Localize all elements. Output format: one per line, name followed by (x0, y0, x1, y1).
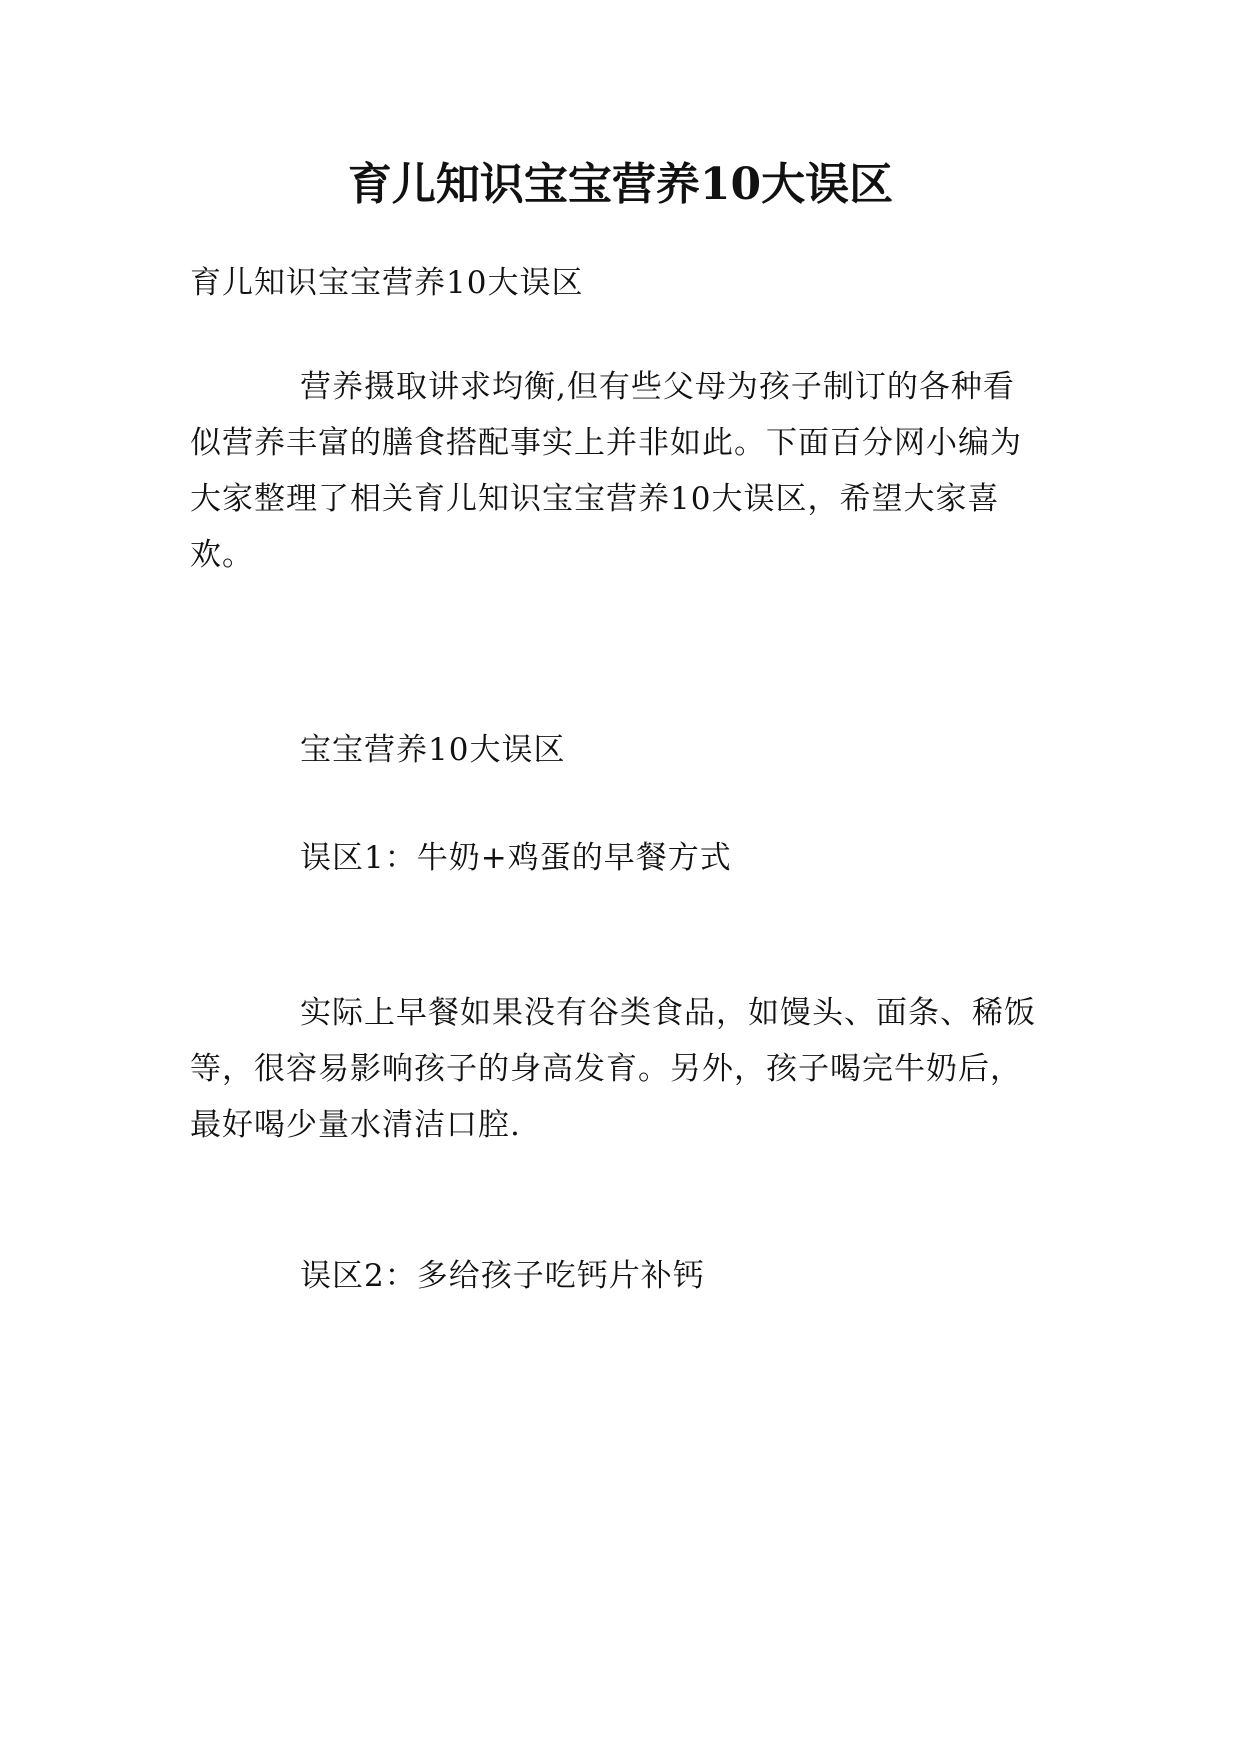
section-heading: 宝宝营养10大误区 (300, 732, 566, 768)
document-title: 育儿知识宝宝营养10大误区 (347, 159, 894, 210)
intro-line: 似营养丰富的膳食搭配事实上并非如此。下面百分网小编为 (190, 425, 1022, 461)
intro-line: 欢。 (190, 537, 254, 573)
myth-2-heading: 误区2：多给孩子吃钙片补钙 (300, 1258, 705, 1294)
myth-1-body-line: 实际上早餐如果没有谷类食品，如馒头、面条、稀饭 (300, 995, 1036, 1031)
intro-line: 营养摄取讲求均衡,但有些父母为孩子制订的各种看 (300, 369, 1015, 405)
myth-1-body-line: 最好喝少量水清洁口腔. (190, 1107, 521, 1143)
intro-line: 大家整理了相关育儿知识宝宝营养10大误区，希望大家喜 (190, 481, 1000, 517)
myth-1-body-line: 等，很容易影响孩子的身高发育。另外，孩子喝完牛奶后， (190, 1051, 1022, 1087)
myth-1-heading: 误区1：牛奶+鸡蛋的早餐方式 (300, 840, 732, 876)
document-subtitle: 育儿知识宝宝营养10大误区 (190, 265, 584, 301)
